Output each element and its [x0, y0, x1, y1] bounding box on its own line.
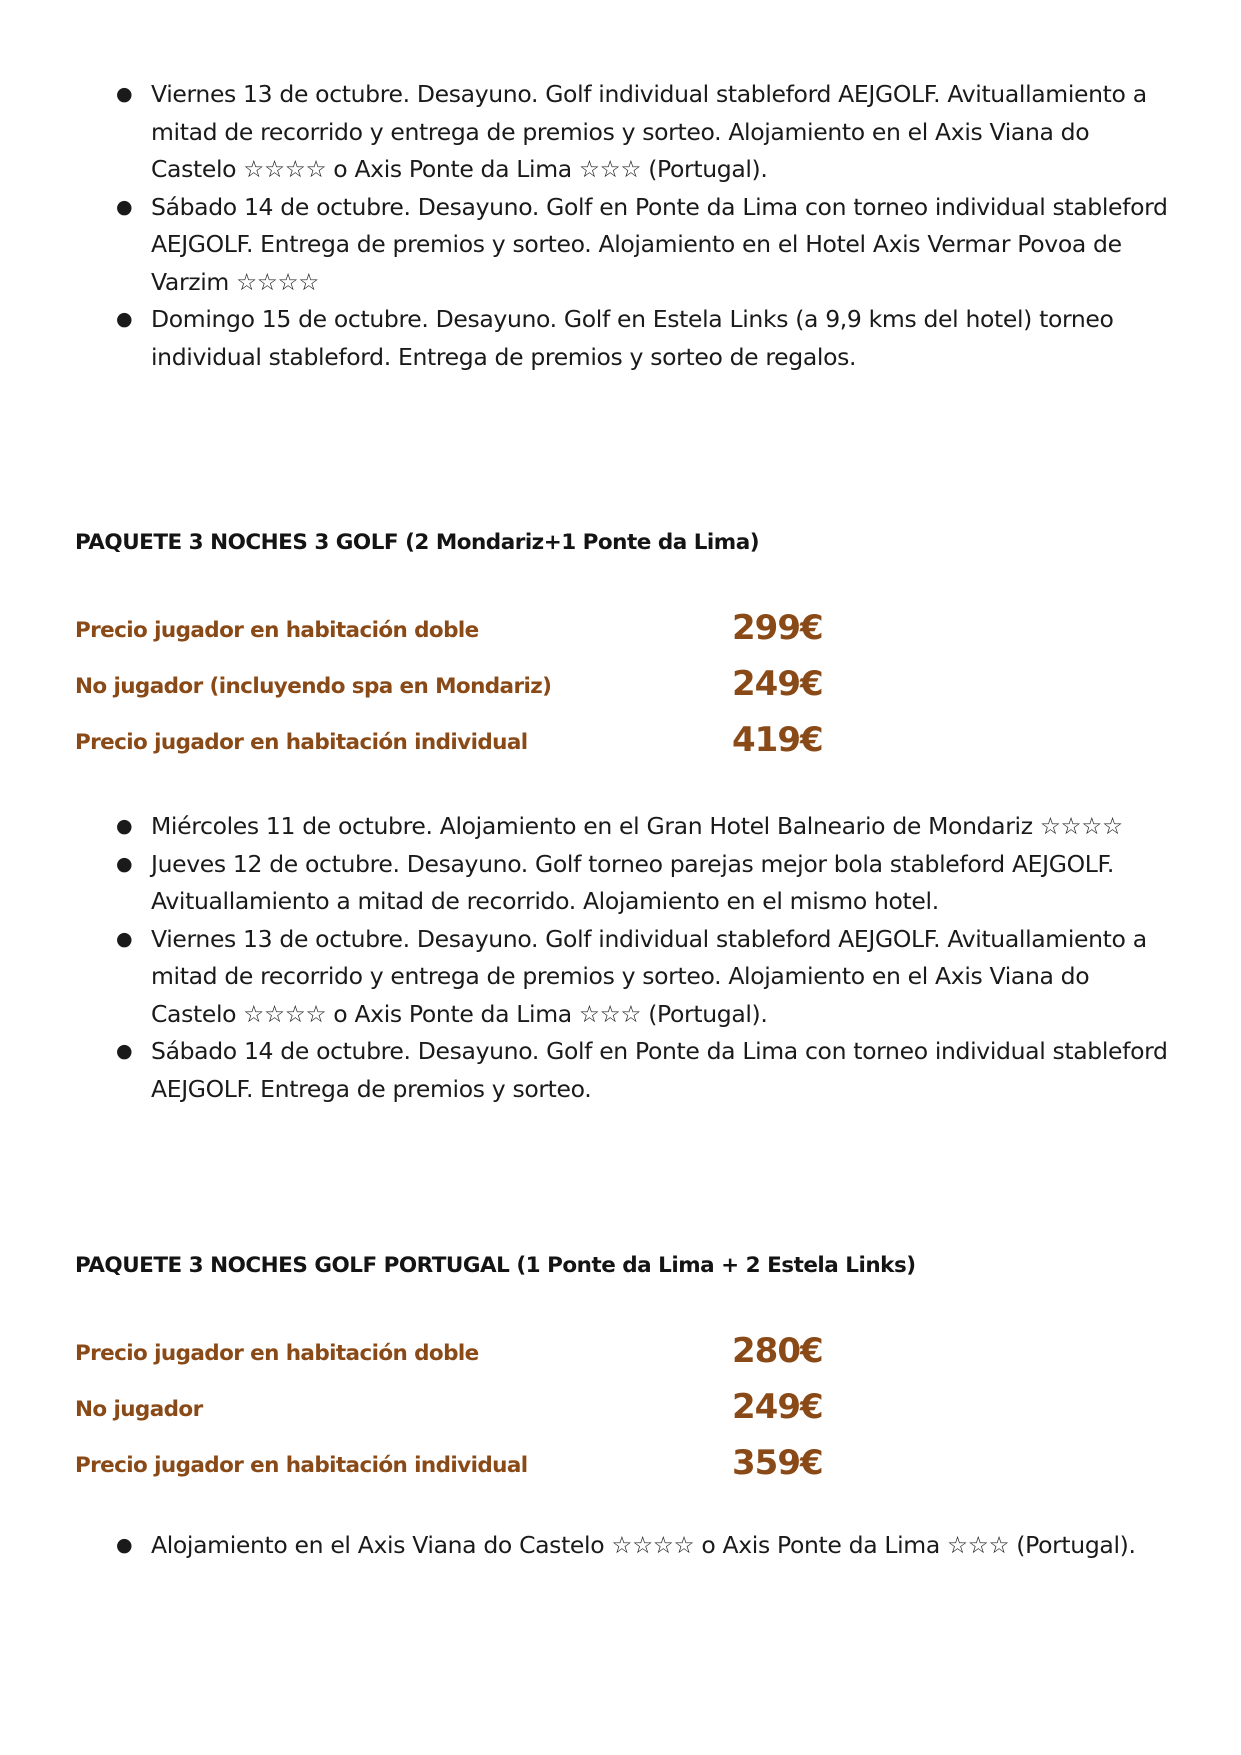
- item-text: Jueves 12 de octubre. Desayuno. Golf torneo parejas mejor bola stableford AEJGOLF. Avituallamiento a mitad de recorrido. Alojamiento en el mismo hotel.: [151, 849, 1115, 915]
- price-value: 299€: [732, 608, 823, 648]
- list-item: [110, 1033, 1170, 1108]
- price-value: 280€: [732, 1331, 823, 1371]
- bullet-icon: ●: [116, 815, 133, 837]
- price-label: Precio jugador en habitación individual: [75, 730, 528, 755]
- package-2-price-row: [75, 1435, 875, 1485]
- package-2-price-row: [75, 1379, 875, 1429]
- item-text: Domingo 15 de octubre. Desayuno. Golf en Estela Links (a 9,9 kms del hotel) torneo individual stableford. Entrega de premios y sorteo de regalos.: [151, 305, 1114, 371]
- bullet-icon: ●: [116, 1534, 133, 1556]
- price-label: Precio jugador en habitación doble: [75, 1341, 479, 1366]
- item-text: Viernes 13 de octubre. Desayuno. Golf individual stableford AEJGOLF. Avituallamiento a mitad de recorrido y entrega de premios y sorteo. Alojamiento en el Axis Viana do Castelo ☆☆☆☆ o Axis Ponte da Lima ☆☆☆ (Portugal).: [151, 924, 1147, 1028]
- item-text: Miércoles 11 de octubre. Alojamiento en el Gran Hotel Balneario de Mondariz ☆☆☆☆: [151, 812, 1123, 840]
- list-item: [110, 808, 1170, 846]
- package-1-price-row: [75, 656, 875, 706]
- list-item: [110, 846, 1170, 921]
- bullet-icon: ●: [116, 308, 133, 330]
- price-value: 419€: [732, 720, 823, 760]
- bullet-icon: ●: [116, 1040, 133, 1062]
- list-item: [110, 301, 1170, 376]
- bullet-icon: ●: [116, 195, 133, 218]
- item-text: Sábado 14 de octubre. Desayuno. Golf en Ponte da Lima con torneo individual stableford AEJGOLF. Entrega de premios y sorteo. Alojamiento en el Hotel Axis Vermar Povoa de Varzim ☆☆☆☆: [151, 192, 1168, 296]
- list-item: [110, 189, 1170, 302]
- item-text: Alojamiento en el Axis Viana do Castelo ☆☆☆☆ o Axis Ponte da Lima ☆☆☆ (Portugal).: [151, 1531, 1136, 1559]
- package-2-title: PAQUETE 3 NOCHES GOLF PORTUGAL (1 Ponte da Lima + 2 Estela Links): [75, 1253, 916, 1278]
- price-label: Precio jugador en habitación doble: [75, 618, 479, 643]
- bullet-icon: ●: [116, 83, 133, 105]
- list-item: [110, 76, 1170, 189]
- item-text: Viernes 13 de octubre. Desayuno. Golf individual stableford AEJGOLF. Avituallamiento a mitad de recorrido y entrega de premios y sorteo. Alojamiento en el Axis Viana do Castelo ☆☆☆☆ o Axis Ponte da Lima ☆☆☆ (Portugal).: [151, 80, 1147, 183]
- price-label: No jugador: [75, 1397, 203, 1422]
- list-item: [110, 1527, 1170, 1565]
- price-value: 249€: [732, 1387, 823, 1427]
- bullet-icon: ●: [116, 852, 133, 875]
- list-item: [110, 921, 1170, 1034]
- package-1-price-row: [75, 712, 875, 762]
- package-1-title: PAQUETE 3 NOCHES 3 GOLF (2 Mondariz+1 Ponte da Lima): [75, 530, 760, 555]
- price-label: Precio jugador en habitación individual: [75, 1453, 528, 1478]
- price-value: 359€: [732, 1443, 823, 1483]
- item-text: Sábado 14 de octubre. Desayuno. Golf en Ponte da Lima con torneo individual stableford AEJGOLF. Entrega de premios y sorteo.: [151, 1037, 1168, 1103]
- price-value: 249€: [732, 664, 823, 704]
- package-1-price-row: [75, 600, 875, 650]
- bullet-icon: ●: [116, 927, 133, 950]
- package-1-itinerary-list: [110, 808, 1170, 1108]
- package-2-price-row: [75, 1323, 875, 1373]
- package-2-itinerary-list: [110, 1527, 1170, 1565]
- intro-itinerary-list: [110, 76, 1170, 376]
- price-label: No jugador (incluyendo spa en Mondariz): [75, 674, 552, 699]
